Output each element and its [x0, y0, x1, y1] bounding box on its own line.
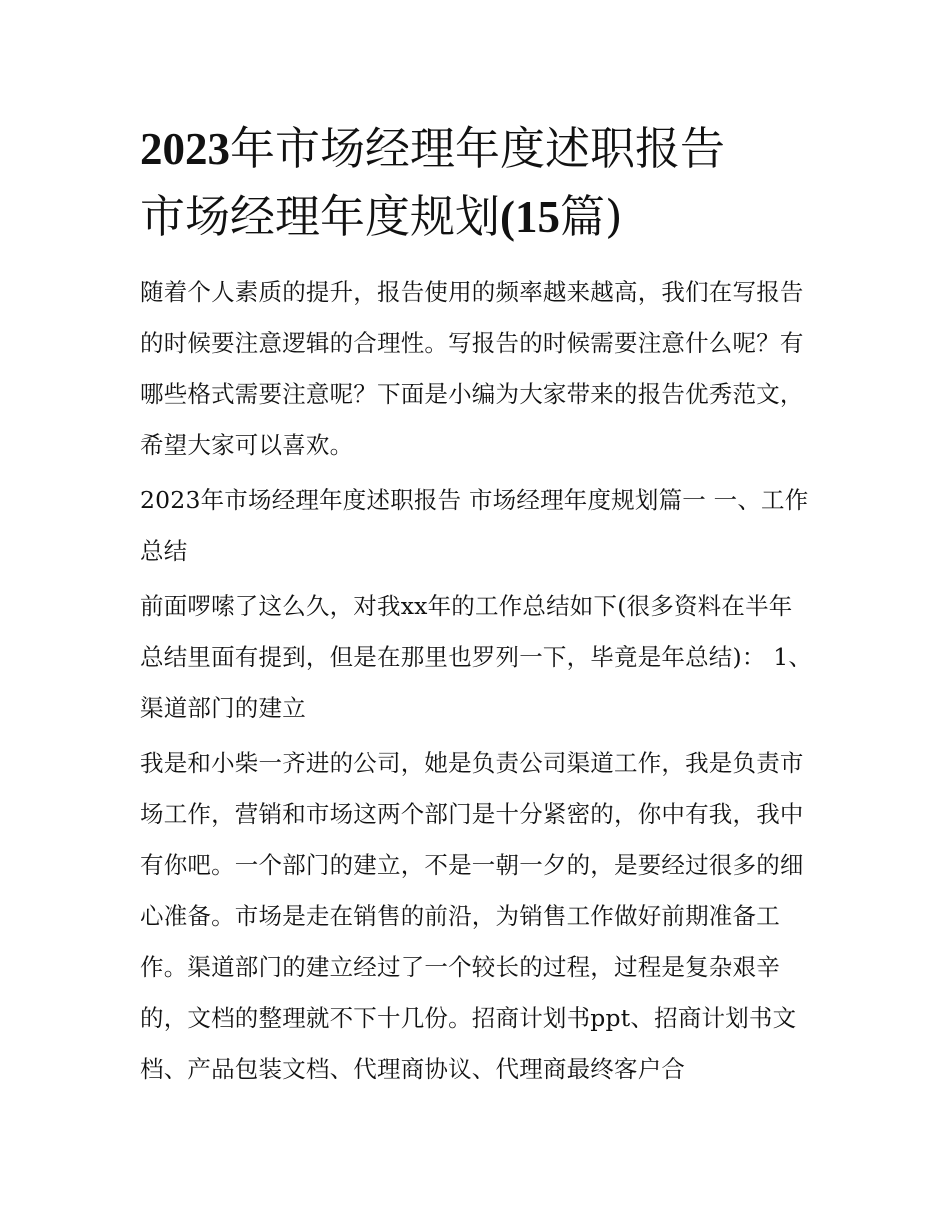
title-line2-text: 市场经理年度规划: [140, 190, 501, 243]
title-count-tail: 篇): [560, 190, 623, 243]
document-page: [140, 115, 815, 1099]
intro-paragraph: 随着个人素质的提升，报告使用的频率越来越高，我们在写报告的时候要注意逻辑的合理性。写报告的时候需要注意什么呢？有哪些格式需要注意呢？下面是小编为大家带来的报告优秀范文，希望大家可以喜欢。: [140, 278, 804, 459]
document-title: [140, 115, 815, 251]
title-year: 2023: [140, 124, 230, 174]
summary-intro-paragraph: 前面啰嗦了这么久，对我xx年的工作总结如下(很多资料在半年总结里面有提到，但是在那里也罗列一下，毕竟是年总结)： 1、渠道部门的建立: [140, 592, 813, 722]
title-count: (15: [500, 192, 561, 242]
section-heading-paragraph: 2023年市场经理年度述职报告 市场经理年度规划篇一 一、工作总结: [140, 486, 809, 565]
title-line1-text: 年市场经理年度述职报告: [230, 122, 726, 175]
body-paragraph: 我是和小柴一齐进的公司，她是负责公司渠道工作，我是负责市场工作，营销和市场这两个部门是十分紧密的，你中有我，我中有你吧。一个部门的建立，不是一朝一夕的，是要经过很多的细心准备。市场是走在销售的前沿，为销售工作做好前期准备工作。渠道部门的建立经过了一个较长的过程，过程是复杂艰辛的，文档的整理就不下十几份。招商计划书ppt、招商计划书文档、产品包装文档、代理商协议、代理商最终客户合: [140, 749, 804, 1083]
